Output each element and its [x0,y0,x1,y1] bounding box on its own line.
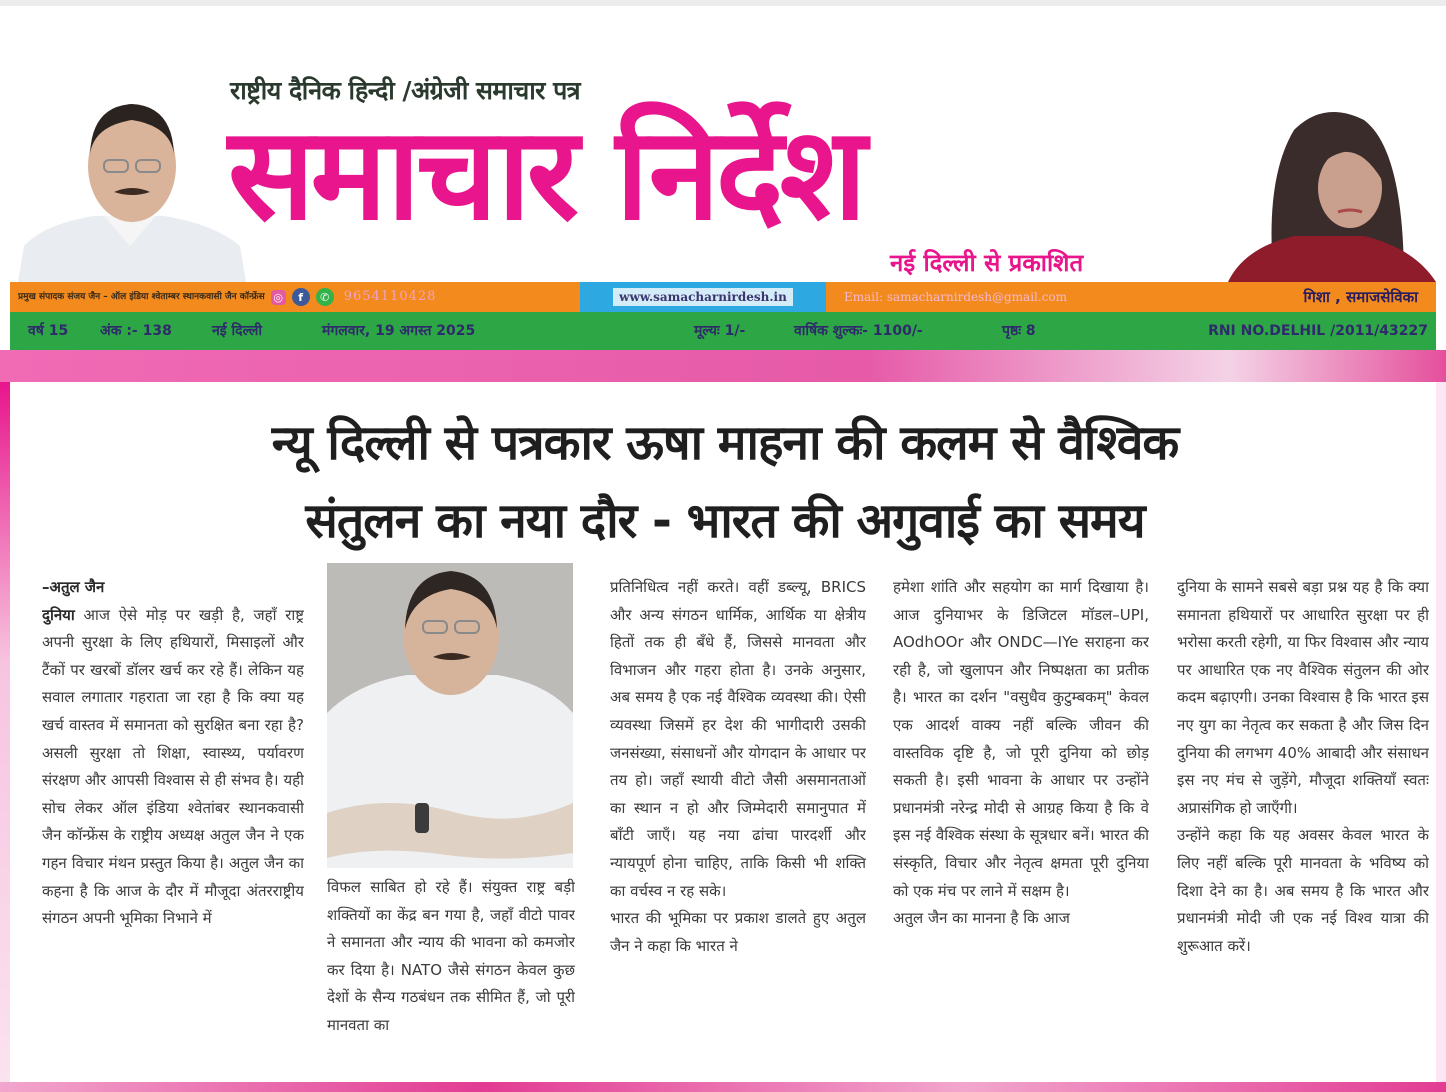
column-3-text-b: भारत की भूमिका पर प्रकाश डालते हुए अतुल जैन ने कहा कि भारत ने [610,909,866,955]
left-border [0,382,10,1082]
article-photo [327,563,573,868]
website-link[interactable]: www.samacharnirdesh.in [613,288,793,306]
right-border [1436,382,1446,1082]
editor-motto: प्रमुख संपादक संजय जैन – ऑल इंडिया श्वेताम्बर स्थानकवासी जैन कॉन्फ्रेंस [18,292,265,302]
article-headline [20,404,1430,560]
lead-word: दुनिया [42,605,75,624]
published-from: नई दिल्ली से प्रकाशित [890,249,1084,277]
headline-line-1: न्यू दिल्ली से पत्रकार ऊषा माहना की कलम से वैश्विक [271,415,1179,471]
facebook-icon[interactable]: f [292,288,310,306]
column-1-body: आज ऐसे मोड़ पर खड़ी है, जहाँ राष्ट्र अपनी सुरक्षा के लिए हथियारों, मिसाइलों और टैंकों पर खरबों डॉलर खर्च कर रहे हैं। लेकिन यह सवाल लगातार गहराता जा रहा है कि क्या यह खर्च वास्तव में समानता को सुरक्षित बना रहा है? असली सुरक्षा तो शिक्षा, स्वास्थ्य, पर्यावरण संरक्षण और आपसी विश्वास से ही संभव है। यही सोच लेकर ऑल इंडिया श्वेतांबर स्थानकवासी जैन कॉन्फ्रेंस के राष्ट्रीय अध्यक्ष अतुल जैन ने एक गहन विचार मंथन प्रस्तुत किया है। अतुल जैन का कहना है कि आज के दौर में मौजूदा अंतरराष्ट्रीय संगठन अपनी भूमिका निभाने में [42,605,304,928]
headline-line-2: संतुलन का नया दौर - भारत की अगुवाई का समय [305,493,1145,549]
column-5-text-b: उन्होंने कहा कि यह अवसर केवल भारत के लिए नहीं बल्कि पूरी मानवता के भविष्य को दिशा देने का है। अब समय है कि भारत और प्रधानमंत्री मोदी जी एक नई विश्व यात्रा की शुरूआत करें। [1177,826,1429,955]
column-4-text: हमेशा शांति और सहयोग का मार्ग दिखाया है। आज दुनियाभर के डिजिटल मॉडल–UPI, AOdhOOr और ONDC—IYe सराहना कर रही है, जो खुलापन और निष्पक्षता का प्रतीक है। भारत का दर्शन "वसुधैव कुटुम्बकम्" केवल एक आदर्श वाक्य नहीं बल्कि जीवन की वास्तविक दृष्टि है, जो पूरी दुनिया को छोड़ सकती है। इसी भावना के आधार पर उन्होंने प्रधानमंत्री नरेन्द्र मोदी से आग्रह किया है कि वे इस नई वैश्विक संस्था के सूत्रधार बनें। भारत की संस्कृति, विचार और नेतृत्व क्षमता पूरी दुनिया को एक मंच पर लाने में सक्षम है। [893,578,1149,900]
instagram-icon[interactable]: ◎ [271,290,286,305]
contact-bar [10,282,1436,312]
column-3-text: प्रतिनिधित्व नहीं करते। वहीं डब्ल्यू, BRICS और अन्य संगठन धार्मिक, आर्थिक या क्षेत्रीय हितों तक ही बँधे हैं, जिससे मानवता और विभाजन और गहरा होता है। उनके अनुसार, अब समय है एक नई वैश्विक व्यवस्था की। ऐसी व्यवस्था जिसमें हर देश की भागीदारी उसकी जनसंख्या, संसाधनों और योगदान के आधार पर तय हो। जहाँ स्थायी वीटो जैसी असमानताओं का स्थान न हो और जिम्मेदारी समानुपात में बाँटी जाएँ। यह नया ढांचा पारदर्शी और न्यायपूर्ण होना चाहिए, ताकि किसी भी शक्ति का वर्चस्व न रह सके। [610,578,866,900]
issue-price: मूल्यः 1/- [694,323,746,339]
article-column-3 [610,574,866,1078]
column-5-text: दुनिया के सामने सबसे बड़ा प्रश्न यह है कि क्या समानता हथियारों पर आधारित सुरक्षा पर ही भरोसा करती रहेगी, या फिर विश्वास और न्याय पर आधारित एक नए वैश्विक संतुलन की ओर कदम बढ़ाएगी। उनका विश्वास है कि भारत इस नए युग का नेतृत्व कर सकता है और जिस दिन दुनिया की लगभग 40% आबादी और संसाधन इस नए मंच से जुड़ेंगे, मौजूदा शक्तियाँ स्वतः अप्रासंगिक हो जाएँगी। [1177,578,1429,817]
website-box [580,282,826,312]
pink-divider [0,350,1446,382]
article-column-1 [42,574,304,1078]
column-4-text-b: अतुल जैन का मानना है कि आज [893,909,1070,928]
editor-name: गिशा , समाजसेविका [1303,288,1418,306]
editor-portrait-left [14,58,246,282]
byline: –अतुल जैन [42,578,105,596]
issue-date: मंगलवार, 19 अगस्त 2025 [322,323,476,339]
editor-portrait-right [1214,62,1436,282]
bottom-border [0,1082,1446,1092]
tagline: राष्ट्रीय दैनिक हिन्दी /अंग्रेजी समाचार पत्र [230,76,581,105]
article-column-2 [327,874,575,1078]
whatsapp-icon[interactable]: ✆ [316,288,334,306]
article-column-4 [893,574,1149,1078]
issue-year: वर्ष 15 [28,323,69,339]
column-2-text: विफल साबित हो रहे हैं। संयुक्त राष्ट्र बड़ी शक्तियों का केंद्र बन गया है, जहाँ वीटो पावर ने समानता और न्याय की भावना को कमजोर कर दिया है। NATO जैसे संगठन केवल कुछ देशों के सैन्य गठबंधन तक सीमित हैं, जो पूरी मानवता का [327,878,575,1034]
issue-number: अंक :- 138 [100,323,172,339]
issue-bar [10,312,1436,350]
masthead [10,6,1436,282]
contact-bar-left [10,288,580,306]
issue-city: नई दिल्ली [212,323,263,339]
email-link[interactable]: Email: samacharnirdesh@gmail.com [844,290,1068,304]
phone-number[interactable]: 9654110428 [343,289,437,304]
rni-number: RNI NO.DELHIL /2011/43227 [1208,323,1428,339]
page-count: पृष्ठः 8 [1002,323,1036,339]
annual-fee: वार्षिक शुल्कः- 1100/- [794,323,923,339]
column-1-text [42,602,304,933]
newspaper-title: समाचार निर्देश [228,100,863,249]
article-column-5 [1177,574,1429,1078]
